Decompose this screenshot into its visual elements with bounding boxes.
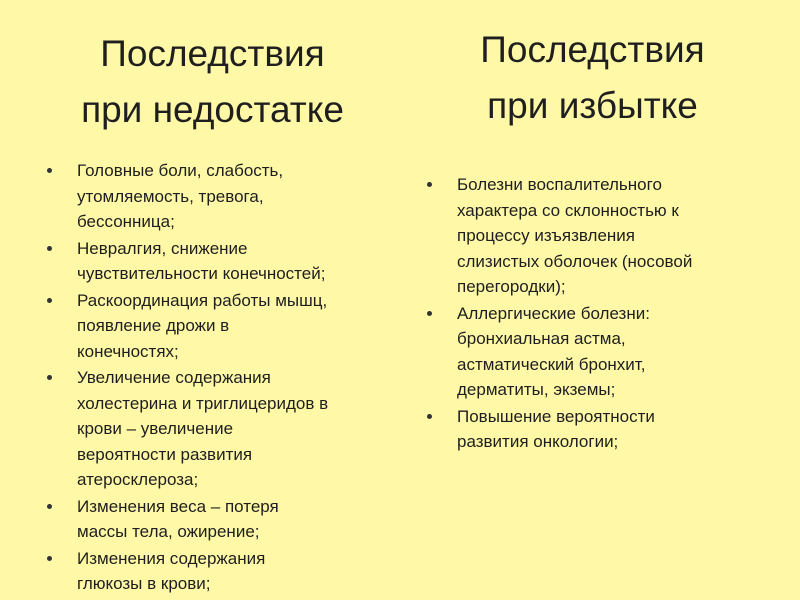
bullet-dot-icon xyxy=(47,556,52,561)
list-item xyxy=(40,546,385,597)
left-heading-line-1: Последствия xyxy=(100,33,325,74)
list-item-line: крови – увеличение xyxy=(77,419,234,438)
bullet-dot-icon xyxy=(47,375,52,380)
list-item-line: Раскоординация работы мышц, xyxy=(77,290,328,310)
list-item-line: процессу изъязвления xyxy=(457,226,635,245)
list-item-line: глюкозы в крови; xyxy=(77,574,211,593)
list-item-line: массы тела, ожирение; xyxy=(77,522,260,541)
list-item-line: Болезни воспалительного xyxy=(457,175,662,194)
left-bullet-list xyxy=(40,158,385,597)
list-item-line: холестерина и триглицеридов в xyxy=(77,393,329,413)
list-item-line: Изменения содержания xyxy=(77,548,266,568)
right-bullet-list xyxy=(420,172,765,455)
list-item xyxy=(420,404,765,455)
list-item-line: слизистых оболочек (носовой xyxy=(457,251,693,271)
list-item-line: астматический бронхит, xyxy=(457,354,646,374)
bullet-dot-icon xyxy=(427,182,432,187)
list-item-line: утомляемость, тревога, xyxy=(77,186,264,206)
list-item xyxy=(40,288,385,365)
list-item xyxy=(420,301,765,403)
bullet-dot-icon xyxy=(47,298,52,303)
list-item-line: появление дрожи в xyxy=(77,316,230,335)
right-heading xyxy=(420,0,765,134)
right-column xyxy=(420,0,765,456)
list-item xyxy=(40,236,385,287)
bullet-dot-icon xyxy=(47,504,52,509)
left-heading-line-2: при недостатке xyxy=(81,89,344,130)
list-item-line: развития онкологии; xyxy=(457,432,619,451)
list-item-line: Увеличение содержания xyxy=(77,368,271,387)
bullet-dot-icon xyxy=(427,311,432,316)
left-column xyxy=(40,0,385,598)
list-item-line: вероятности развития xyxy=(77,444,253,464)
left-heading xyxy=(40,0,385,138)
list-item xyxy=(40,494,385,545)
list-item xyxy=(40,158,385,235)
list-item-line: чувствительности конечностей; xyxy=(77,264,326,283)
list-item-line: атеросклероза; xyxy=(77,470,199,489)
list-item-line: Аллергические болезни: xyxy=(457,303,650,323)
bullet-dot-icon xyxy=(47,168,52,173)
list-item-line: характера со склонностью к xyxy=(457,200,679,220)
list-item-line: дерматиты, экземы; xyxy=(457,380,616,399)
list-item-line: Головные боли, слабость, xyxy=(77,161,284,180)
right-heading-line-1: Последствия xyxy=(480,29,705,70)
bullet-dot-icon xyxy=(47,246,52,251)
list-item-line: бессонница; xyxy=(77,212,175,231)
list-item-line: Повышение вероятности xyxy=(457,406,655,426)
list-item-line: Невралгия, снижение xyxy=(77,238,248,258)
list-item-line: перегородки); xyxy=(457,277,566,296)
list-item-line: Изменения веса – потеря xyxy=(77,496,279,516)
list-item-line: конечностях; xyxy=(77,341,179,361)
right-heading-line-2: при избытке xyxy=(487,85,698,126)
list-item xyxy=(420,172,765,300)
bullet-dot-icon xyxy=(427,414,432,419)
list-item-line: бронхиальная астма, xyxy=(457,329,626,348)
list-item xyxy=(40,365,385,493)
